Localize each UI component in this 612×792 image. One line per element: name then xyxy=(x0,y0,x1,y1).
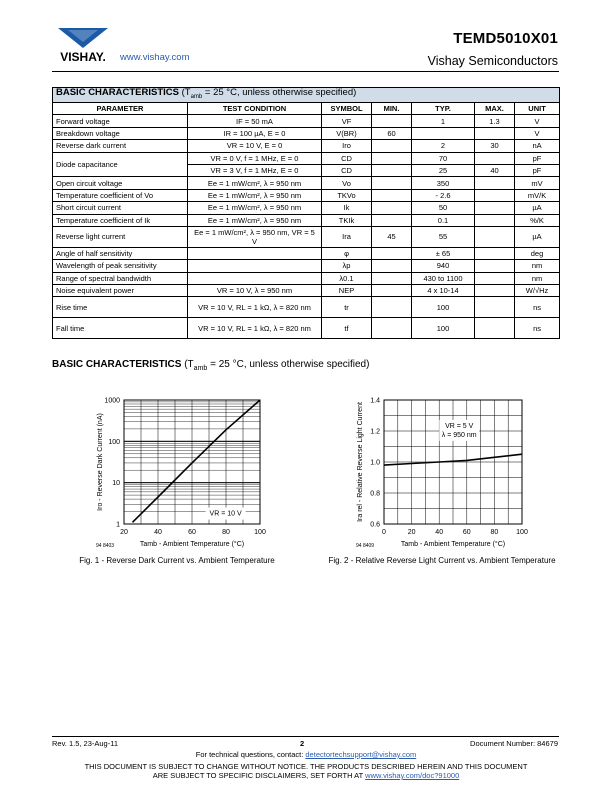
cell-min xyxy=(372,272,412,284)
cell-unit: ns xyxy=(515,297,560,318)
header-rule xyxy=(52,71,559,72)
cell-cond: VR = 10 V, E = 0 xyxy=(188,140,322,152)
series-line xyxy=(133,400,261,522)
cell-cond: IF = 50 mA xyxy=(188,115,322,127)
col-header: UNIT xyxy=(515,103,560,115)
cell-max xyxy=(475,285,515,297)
cell-min xyxy=(372,214,412,226)
section-heading: BASIC CHARACTERISTICS ($T_{amb} = 25$ °C, unless otherwise specified) xyxy=(52,359,370,372)
cell-sym: tr xyxy=(322,297,372,318)
cell-max xyxy=(475,260,515,272)
cell-cond: VR = 3 V, f = 1 MHz, E = 0 xyxy=(188,164,322,176)
cell-typ: 100 xyxy=(412,318,475,339)
y-tick-label: 1.4 xyxy=(370,397,380,405)
x-tick-label: 80 xyxy=(222,529,230,536)
cell-unit: µA xyxy=(515,226,560,247)
disclaimer-line-2: ARE SUBJECT TO SPECIFIC DISCLAIMERS, SET FORTH AT www.vishay.com/doc?91000 xyxy=(152,771,460,780)
table-row xyxy=(53,272,560,284)
cell-typ: - 2.6 xyxy=(412,189,475,201)
cell-unit: V xyxy=(515,115,560,127)
basic-characteristics-table xyxy=(52,87,560,339)
annotation-text: VR = 5 V xyxy=(445,422,474,430)
cell-unit: W/√Hz xyxy=(515,285,560,297)
cell-param: Open circuit voltage xyxy=(53,177,188,189)
cell-cond xyxy=(188,260,322,272)
cell-typ: 4 x 10-14 xyxy=(412,285,475,297)
cell-typ: 350 xyxy=(412,177,475,189)
cell-param: Reverse light current xyxy=(53,226,188,247)
page-number: 2 xyxy=(300,739,305,748)
cell-max xyxy=(475,272,515,284)
cell-sym: φ xyxy=(322,247,372,259)
cell-cond: IR = 100 µA, E = 0 xyxy=(188,127,322,139)
cell-typ xyxy=(412,127,475,139)
col-header: TEST CONDITION xyxy=(188,103,322,115)
figure-code: 94 8409 xyxy=(356,543,375,549)
table-row xyxy=(53,127,560,139)
cell-unit: deg xyxy=(515,247,560,259)
cell-typ: 50 xyxy=(412,202,475,214)
table-row xyxy=(53,297,560,318)
table-row xyxy=(53,247,560,259)
cell-typ: 25 xyxy=(412,164,475,176)
cell-max xyxy=(475,127,515,139)
cell-typ: ± 65 xyxy=(412,247,475,259)
cell-param: Temperature coefficient of Vo xyxy=(53,189,188,201)
cell-param: Rise time xyxy=(53,297,188,318)
cell-max: 1.3 xyxy=(475,115,515,127)
x-tick-label: 40 xyxy=(435,529,444,536)
table-row xyxy=(53,318,560,339)
cell-sym: CD xyxy=(322,152,372,164)
cell-param: Range of spectral bandwidth xyxy=(53,272,188,284)
y-tick-label: 0.8 xyxy=(370,490,380,498)
cell-param: Wavelength of peak sensitivity xyxy=(53,260,188,272)
y-tick-label: 1000 xyxy=(104,397,120,405)
cell-sym: NEP xyxy=(322,285,372,297)
x-tick-label: 20 xyxy=(120,529,128,536)
cell-max xyxy=(475,318,515,339)
y-tick-label: 1.2 xyxy=(370,428,380,436)
cell-sym: TKIk xyxy=(322,214,372,226)
cell-unit: mV xyxy=(515,177,560,189)
cell-max xyxy=(475,189,515,201)
col-header: SYMBOL xyxy=(322,103,372,115)
y-tick-label: 100 xyxy=(108,438,120,446)
cell-sym: TKVo xyxy=(322,189,372,201)
cell-unit: µA xyxy=(515,202,560,214)
cell-min xyxy=(372,115,412,127)
figure-code: 94 8403 xyxy=(96,543,115,549)
chart-light-current xyxy=(350,390,550,555)
cell-max xyxy=(475,177,515,189)
table-row xyxy=(53,177,560,189)
y-tick-label: 10 xyxy=(112,480,120,488)
cell-unit: pF xyxy=(515,164,560,176)
table-header-row xyxy=(53,103,560,115)
cell-param: Reverse dark current xyxy=(53,140,188,152)
annotation-text: λ = 950 nm xyxy=(441,431,477,439)
cell-param: Breakdown voltage xyxy=(53,127,188,139)
table-row xyxy=(53,189,560,201)
cell-max: 40 xyxy=(475,164,515,176)
cell-param: Temperature coefficient of Ik xyxy=(53,214,188,226)
cell-cond: VR = 0 V, f = 1 MHz, E = 0 xyxy=(188,152,322,164)
cell-param: Short circuit current xyxy=(53,202,188,214)
col-header: MIN. xyxy=(372,103,412,115)
cell-unit: mV/K xyxy=(515,189,560,201)
cell-unit: %/K xyxy=(515,214,560,226)
disclaimer-link[interactable]: www.vishay.com/doc?91000 xyxy=(365,771,460,780)
table-row xyxy=(53,202,560,214)
chart-dark-current xyxy=(72,390,292,555)
cell-unit: nm xyxy=(515,272,560,284)
cell-sym: V(BR) xyxy=(322,127,372,139)
cell-sym: CD xyxy=(322,164,372,176)
cell-min: 60 xyxy=(372,127,412,139)
y-axis-label: Iro - Reverse Dark Current (nA) xyxy=(97,413,104,511)
cell-sym: Ik xyxy=(322,202,372,214)
cell-param: Noise equivalent power xyxy=(53,285,188,297)
cell-typ: 1 xyxy=(412,115,475,127)
cell-typ: 55 xyxy=(412,226,475,247)
cell-param: Fall time xyxy=(53,318,188,339)
x-axis-label: Tamb - Ambient Temperature (°C) xyxy=(400,541,506,548)
cell-typ: 100 xyxy=(412,297,475,318)
cell-min xyxy=(372,140,412,152)
cell-sym: Iro xyxy=(322,140,372,152)
part-number: TEMD5010X01 xyxy=(453,30,558,47)
svg-text:VISHAY.: VISHAY. xyxy=(60,50,106,64)
cell-sym: λp xyxy=(322,260,372,272)
cell-typ: 430 to 1100 xyxy=(412,272,475,284)
y-tick-label: 1 xyxy=(116,521,120,529)
cell-max xyxy=(475,297,515,318)
cell-cond: VR = 10 V, RL = 1 kΩ, λ = 820 nm xyxy=(188,297,322,318)
cell-unit: nA xyxy=(515,140,560,152)
support-email-link[interactable]: detectortechsupport@vishay.com xyxy=(305,750,417,759)
x-tick-label: 20 xyxy=(407,529,416,536)
col-header: MAX. xyxy=(475,103,515,115)
cell-min xyxy=(372,152,412,164)
cell-min xyxy=(372,297,412,318)
cell-max xyxy=(475,202,515,214)
cell-max xyxy=(475,247,515,259)
website-link[interactable]: www.vishay.com xyxy=(120,52,190,63)
cell-unit: ns xyxy=(515,318,560,339)
cell-max xyxy=(475,152,515,164)
table-body xyxy=(53,115,560,339)
y-tick-label: 1.0 xyxy=(370,459,380,467)
cell-cond: VR = 10 V, λ = 950 nm xyxy=(188,285,322,297)
cell-param: Angle of half sensitivity xyxy=(53,247,188,259)
vishay-logo xyxy=(50,28,116,64)
cell-param: Forward voltage xyxy=(53,115,188,127)
cell-cond: Ee = 1 mW/cm², λ = 950 nm xyxy=(188,214,322,226)
cell-min xyxy=(372,285,412,297)
company-name: Vishay Semiconductors xyxy=(427,54,558,68)
cell-typ: 70 xyxy=(412,152,475,164)
cell-max: 30 xyxy=(475,140,515,152)
x-tick-label: 60 xyxy=(188,529,196,536)
cell-cond: Ee = 1 mW/cm², λ = 950 nm, VR = 5 V xyxy=(188,226,322,247)
x-tick-label: 40 xyxy=(154,529,162,536)
y-axis-label: Ira rel - Relative Reverse Light Current xyxy=(357,402,364,522)
cell-cond: Ee = 1 mW/cm², λ = 950 nm xyxy=(188,202,322,214)
cell-max xyxy=(475,214,515,226)
cell-cond: Ee = 1 mW/cm², λ = 950 nm xyxy=(188,177,322,189)
cell-min xyxy=(372,318,412,339)
cell-sym: λ0.1 xyxy=(322,272,372,284)
cell-sym: Ira xyxy=(322,226,372,247)
x-tick-label: 100 xyxy=(516,529,528,536)
table-row xyxy=(53,140,560,152)
annotation-text: VR = 10 V xyxy=(209,510,242,518)
cell-min: 45 xyxy=(372,226,412,247)
table-title: BASIC CHARACTERISTICS ($T_{amb} = 25$ °C, unless otherwise specified) xyxy=(53,88,560,103)
x-tick-label: 0 xyxy=(382,529,386,536)
fig2-caption: Fig. 2 - Relative Reverse Light Current vs. Ambient Temperature xyxy=(328,556,556,565)
disclaimer-line-1: THIS DOCUMENT IS SUBJECT TO CHANGE WITHOUT NOTICE. THE PRODUCTS DESCRIBED HEREIN AND THIS DOCUMENT xyxy=(84,762,528,771)
cell-min xyxy=(372,260,412,272)
table-row xyxy=(53,115,560,127)
revision: Rev. 1.5, 23-Aug-11 xyxy=(52,739,119,748)
footer-rule xyxy=(52,736,559,737)
cell-typ: 940 xyxy=(412,260,475,272)
cell-min xyxy=(372,247,412,259)
cell-sym: Vo xyxy=(322,177,372,189)
cell-min xyxy=(372,202,412,214)
table-row xyxy=(53,260,560,272)
table-row xyxy=(53,285,560,297)
x-tick-label: 100 xyxy=(254,529,266,536)
cell-unit: V xyxy=(515,127,560,139)
fig1-caption: Fig. 1 - Reverse Dark Current vs. Ambient Temperature xyxy=(79,556,275,565)
cell-cond xyxy=(188,272,322,284)
cell-unit: nm xyxy=(515,260,560,272)
cell-typ: 0.1 xyxy=(412,214,475,226)
cell-unit: pF xyxy=(515,152,560,164)
cell-sym: tf xyxy=(322,318,372,339)
cell-cond xyxy=(188,247,322,259)
cell-param: Diode capacitance xyxy=(53,152,188,177)
x-tick-label: 60 xyxy=(462,529,471,536)
cell-min xyxy=(372,164,412,176)
table-row xyxy=(53,152,560,164)
table-row xyxy=(53,214,560,226)
cell-typ: 2 xyxy=(412,140,475,152)
cell-min xyxy=(372,189,412,201)
table-row xyxy=(53,226,560,247)
cell-sym: VF xyxy=(322,115,372,127)
y-tick-label: 0.6 xyxy=(370,521,380,529)
x-axis-label: Tamb - Ambient Temperature (°C) xyxy=(139,541,245,548)
x-tick-label: 80 xyxy=(490,529,499,536)
contact-line: For technical questions, contact: detectortechsupport@vishay.com xyxy=(195,750,417,759)
cell-max xyxy=(475,226,515,247)
cell-cond: Ee = 1 mW/cm², λ = 950 nm xyxy=(188,189,322,201)
col-header: TYP. xyxy=(412,103,475,115)
document-number: Document Number: 84679 xyxy=(470,739,558,748)
cell-min xyxy=(372,177,412,189)
col-header: PARAMETER xyxy=(53,103,188,115)
cell-cond: VR = 10 V, RL = 1 kΩ, λ = 820 nm xyxy=(188,318,322,339)
